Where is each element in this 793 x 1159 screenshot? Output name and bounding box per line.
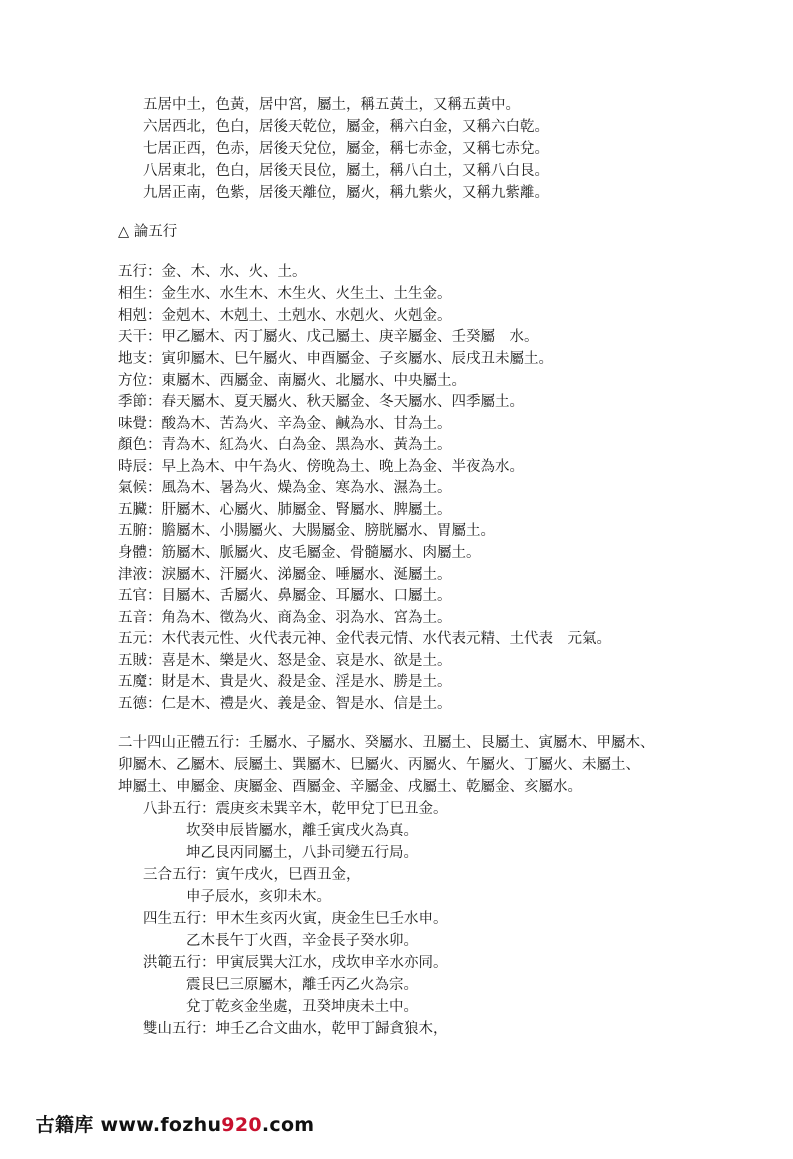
mountains-line: 卯屬木、乙屬木、辰屬土、巽屬木、巳屬火、丙屬火、午屬火、丁屬火、未屬土、 — [118, 757, 640, 773]
bagua-line: 坎癸申辰皆屬水，離壬寅戌火為真。 — [186, 823, 418, 839]
footer-domain-digits: 920 — [221, 1114, 262, 1136]
five-elements-line: 天干：甲乙屬木、丙丁屬火、戊己屬土、庚辛屬金、壬癸屬 水。 — [118, 329, 539, 345]
five-elements-line: 味覺：酸為木、苦為火、辛為金、鹹為水、甘為土。 — [118, 416, 452, 432]
five-elements-line: 五臟：肝屬木、心屬火、肺屬金、腎屬水、脾屬土。 — [118, 502, 452, 518]
five-elements-line: 時辰：早上為木、中午為火、傍晚為土、晚上為金、半夜為水。 — [118, 459, 524, 475]
five-elements-line: 五官：目屬木、舌屬火、鼻屬金、耳屬水、口屬土。 — [118, 588, 452, 604]
bagua-line: 坤乙艮丙同屬土，八卦司變五行局。 — [186, 845, 418, 861]
shuangshan-line: 雙山五行：坤壬乙合文曲水，乾甲丁歸貪狼木， — [143, 1021, 448, 1037]
five-elements-line: 相生：金生水、水生木、木生火、火生土、土生金。 — [118, 286, 452, 302]
footer-watermark — [8, 1088, 314, 1159]
section-heading: △ 論五行 — [118, 224, 178, 240]
five-elements-line: 相剋：金剋木、木剋土、土剋水、水剋火、火剋金。 — [118, 308, 452, 324]
hongfan-line: 震艮巳三原屬木，離壬丙乙火為宗。 — [186, 977, 418, 993]
hongfan-line: 洪範五行：甲寅辰巽大江水，戌坎申辛水亦同。 — [143, 955, 448, 971]
five-elements-line: 津液：淚屬木、汗屬火、涕屬金、唾屬水、涎屬土。 — [118, 567, 452, 583]
bagua-line: 八卦五行：震庚亥未巽辛木，乾甲兌丁巳丑金。 — [143, 801, 448, 817]
nine-star-line-7: 七居正西，色赤，居後天兌位，屬金，稱七赤金，又稱七赤兌。 — [143, 141, 549, 157]
footer-domain-suffix: .com — [261, 1114, 315, 1136]
nine-star-line-6: 六居西北，色白，居後天乾位，屬金，稱六白金，又稱六白乾。 — [143, 119, 549, 135]
sisheng-line: 乙木長午丁火酉，辛金長子癸水卯。 — [186, 933, 418, 949]
five-elements-line: 五腑：膽屬木、小腸屬火、大腸屬金、膀胱屬水、胃屬土。 — [118, 523, 495, 539]
five-elements-line: 季節：春天屬木、夏天屬火、秋天屬金、冬天屬水、四季屬土。 — [118, 394, 524, 410]
sanhe-line: 申子辰水，亥卯未木。 — [186, 889, 331, 905]
sisheng-line: 四生五行：甲木生亥丙火寅，庚金生巳壬水申。 — [143, 911, 448, 927]
five-elements-line: 五元：木代表元性、火代表元神、金代表元情、水代表元精、土代表 元氣。 — [118, 631, 611, 647]
mountains-line: 坤屬土、申屬金、庚屬金、酉屬金、辛屬金、戌屬土、乾屬金、亥屬水。 — [118, 779, 582, 795]
sanhe-line: 三合五行：寅午戌火，巳酉丑金， — [143, 867, 361, 883]
five-elements-line: 五魔：財是木、貴是火、殺是金、淫是水、勝是土。 — [118, 674, 452, 690]
mountains-line: 二十四山正體五行：壬屬水、子屬水、癸屬水、丑屬土、艮屬土、寅屬木、甲屬木、 — [118, 735, 655, 751]
hongfan-line: 兌丁乾亥金坐處，丑癸坤庚未土中。 — [186, 999, 418, 1015]
five-elements-line: 氣候：風為木、暑為火、燥為金、寒為水、濕為土。 — [118, 480, 452, 496]
nine-star-line-8: 八居東北，色白，居後天艮位，屬土，稱八白土，又稱八白艮。 — [143, 163, 549, 179]
five-elements-line: 身體：筋屬木、脈屬火、皮毛屬金、骨髓屬水、肉屬土。 — [118, 545, 481, 561]
footer-domain-prefix: www.fozhu — [93, 1114, 222, 1136]
five-elements-line: 五行：金、木、水、火、土。 — [118, 264, 307, 280]
five-elements-line: 五德：仁是木、禮是火、義是金、智是水、信是土。 — [118, 696, 452, 712]
five-elements-line: 方位：東屬木、西屬金、南屬火、北屬水、中央屬土。 — [118, 373, 466, 389]
footer-brand: 古籍库 — [35, 1114, 94, 1136]
nine-star-line-9: 九居正南，色紫，居後天離位，屬火，稱九紫火，又稱九紫離。 — [143, 185, 549, 201]
five-elements-line: 五音：角為木、徵為火、商為金、羽為水、宮為土。 — [118, 610, 452, 626]
five-elements-line: 顏色：青為木、紅為火、白為金、黑為水、黃為土。 — [118, 437, 452, 453]
five-elements-line: 五賊：喜是木、樂是火、怒是金、哀是水、欲是土。 — [118, 653, 452, 669]
nine-star-line-5: 五居中土，色黃，居中宮，屬土，稱五黃土，又稱五黃中。 — [143, 97, 520, 113]
five-elements-line: 地支：寅卯屬木、巳午屬火、申酉屬金、子亥屬水、辰戌丑未屬土。 — [118, 351, 553, 367]
